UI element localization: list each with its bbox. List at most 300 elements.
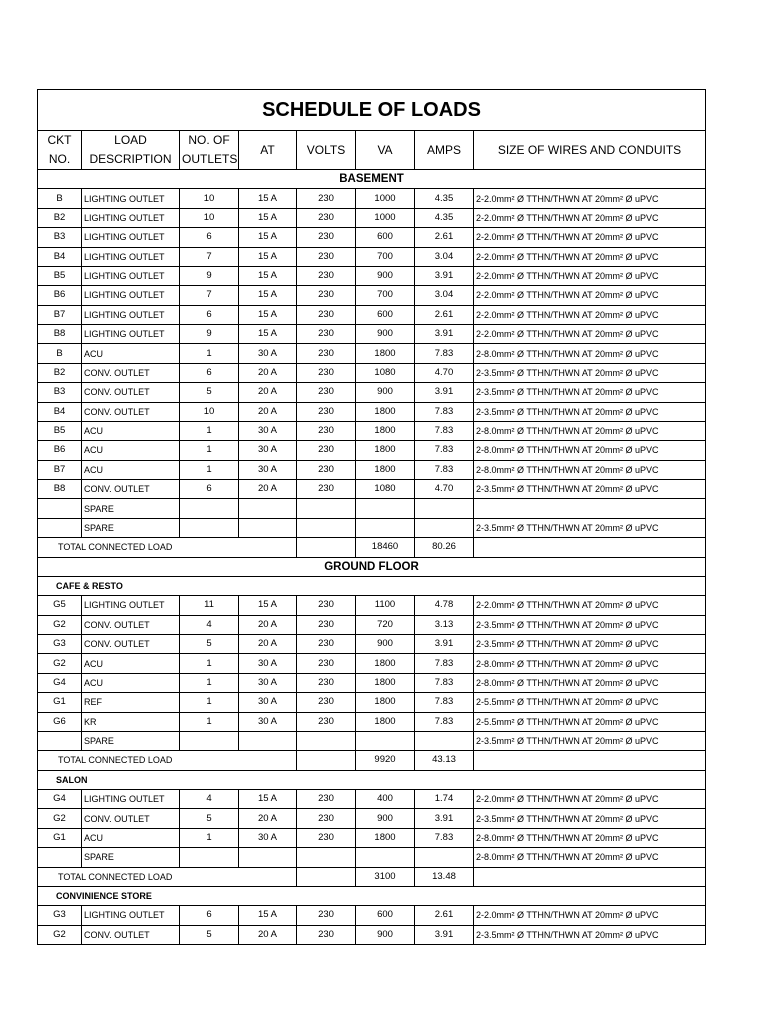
cell-at: 15 A xyxy=(239,790,297,809)
cell-at: 30 A xyxy=(239,421,297,440)
cell-ckt-no: G2 xyxy=(38,615,82,634)
table-row xyxy=(38,809,706,828)
cell-no-of-outlets: 9 xyxy=(180,266,239,285)
cell-no-of-outlets: 1 xyxy=(180,421,239,440)
cell-load-description: ACU xyxy=(82,344,180,363)
cell-no-of-outlets: 1 xyxy=(180,344,239,363)
cell-ckt-no: B6 xyxy=(38,441,82,460)
table-row xyxy=(38,673,706,692)
total-volts-empty xyxy=(297,867,356,886)
cell-va: 1800 xyxy=(356,828,415,847)
cell-size-of-wires: 2-2.0mm² Ø TTHN/THWN AT 20mm² Ø uPVC xyxy=(474,305,706,324)
cell-volts: 230 xyxy=(297,615,356,634)
cell-volts xyxy=(297,848,356,867)
group-title: CONVINIENCE STORE xyxy=(38,886,180,905)
cell-no-of-outlets: 11 xyxy=(180,596,239,615)
cell-no-of-outlets: 4 xyxy=(180,615,239,634)
cell-load-description: KR xyxy=(82,712,180,731)
cell-no-of-outlets: 1 xyxy=(180,712,239,731)
cell-ckt-no: G1 xyxy=(38,828,82,847)
cell-volts xyxy=(297,731,356,750)
cell-amps: 4.70 xyxy=(415,363,474,382)
cell-size-of-wires: 2-8.0mm² Ø TTHN/THWN AT 20mm² Ø uPVC xyxy=(474,344,706,363)
cell-va: 1800 xyxy=(356,421,415,440)
cell-no-of-outlets: 1 xyxy=(180,828,239,847)
header-load-description: LOAD DESCRIPTION xyxy=(82,131,180,170)
cell-volts: 230 xyxy=(297,266,356,285)
cell-va: 1100 xyxy=(356,596,415,615)
table-row xyxy=(38,712,706,731)
total-connected-load-label: TOTAL CONNECTED LOAD xyxy=(38,538,297,557)
cell-ckt-no: B5 xyxy=(38,266,82,285)
cell-amps: 2.61 xyxy=(415,228,474,247)
cell-volts: 230 xyxy=(297,906,356,925)
cell-no-of-outlets xyxy=(180,499,239,518)
cell-load-description: ACU xyxy=(82,828,180,847)
cell-load-description: ACU xyxy=(82,460,180,479)
table-row xyxy=(38,208,706,227)
cell-at: 30 A xyxy=(239,344,297,363)
cell-va: 1000 xyxy=(356,189,415,208)
cell-va xyxy=(356,518,415,537)
title-row xyxy=(38,90,706,131)
cell-va: 1800 xyxy=(356,712,415,731)
table-row xyxy=(38,518,706,537)
table-row xyxy=(38,363,706,382)
cell-amps: 7.83 xyxy=(415,712,474,731)
table-row xyxy=(38,790,706,809)
cell-at xyxy=(239,499,297,518)
cell-load-description: REF xyxy=(82,693,180,712)
cell-ckt-no xyxy=(38,518,82,537)
cell-at: 15 A xyxy=(239,189,297,208)
cell-at: 15 A xyxy=(239,325,297,344)
cell-size-of-wires: 2-3.5mm² Ø TTHN/THWN AT 20mm² Ø uPVC xyxy=(474,363,706,382)
cell-va: 720 xyxy=(356,615,415,634)
cell-ckt-no: G3 xyxy=(38,906,82,925)
cell-load-description: CONV. OUTLET xyxy=(82,925,180,944)
cell-at: 30 A xyxy=(239,460,297,479)
cell-size-of-wires: 2-2.0mm² Ø TTHN/THWN AT 20mm² Ø uPVC xyxy=(474,189,706,208)
cell-no-of-outlets: 9 xyxy=(180,325,239,344)
total-wire-empty xyxy=(474,751,706,770)
cell-volts: 230 xyxy=(297,480,356,499)
total-amps: 80.26 xyxy=(415,538,474,557)
cell-size-of-wires: 2-8.0mm² Ø TTHN/THWN AT 20mm² Ø uPVC xyxy=(474,460,706,479)
table-row xyxy=(38,480,706,499)
cell-ckt-no: B4 xyxy=(38,247,82,266)
header-ckt-no: CKT NO. xyxy=(38,131,82,170)
group-title-filler xyxy=(180,770,706,789)
cell-load-description: LIGHTING OUTLET xyxy=(82,247,180,266)
cell-ckt-no: G3 xyxy=(38,635,82,654)
cell-volts: 230 xyxy=(297,712,356,731)
cell-size-of-wires: 2-3.5mm² Ø TTHN/THWN AT 20mm² Ø uPVC xyxy=(474,518,706,537)
total-row xyxy=(38,538,706,557)
cell-at: 15 A xyxy=(239,305,297,324)
cell-amps: 2.61 xyxy=(415,906,474,925)
cell-ckt-no: G6 xyxy=(38,712,82,731)
header-volts: VOLTS xyxy=(297,131,356,170)
cell-va: 1800 xyxy=(356,673,415,692)
cell-load-description: LIGHTING OUTLET xyxy=(82,305,180,324)
cell-ckt-no: G1 xyxy=(38,693,82,712)
cell-load-description: CONV. OUTLET xyxy=(82,480,180,499)
cell-load-description: LIGHTING OUTLET xyxy=(82,228,180,247)
cell-no-of-outlets: 6 xyxy=(180,363,239,382)
cell-load-description: ACU xyxy=(82,421,180,440)
cell-volts: 230 xyxy=(297,790,356,809)
header-va: VA xyxy=(356,131,415,170)
table-row xyxy=(38,402,706,421)
cell-amps: 3.04 xyxy=(415,286,474,305)
cell-volts: 230 xyxy=(297,208,356,227)
cell-ckt-no xyxy=(38,731,82,750)
cell-size-of-wires: 2-2.0mm² Ø TTHN/THWN AT 20mm² Ø uPVC xyxy=(474,286,706,305)
cell-load-description: CONV. OUTLET xyxy=(82,363,180,382)
cell-amps: 1.74 xyxy=(415,790,474,809)
cell-no-of-outlets: 1 xyxy=(180,441,239,460)
section-header-row xyxy=(38,170,706,189)
cell-size-of-wires xyxy=(474,499,706,518)
cell-size-of-wires: 2-3.5mm² Ø TTHN/THWN AT 20mm² Ø uPVC xyxy=(474,383,706,402)
cell-volts: 230 xyxy=(297,363,356,382)
cell-ckt-no: G4 xyxy=(38,673,82,692)
cell-load-description: CONV. OUTLET xyxy=(82,635,180,654)
cell-amps: 3.13 xyxy=(415,615,474,634)
section-title: GROUND FLOOR xyxy=(38,557,706,576)
cell-at: 20 A xyxy=(239,383,297,402)
cell-load-description: CONV. OUTLET xyxy=(82,809,180,828)
cell-va: 600 xyxy=(356,228,415,247)
cell-va: 1800 xyxy=(356,441,415,460)
cell-no-of-outlets xyxy=(180,731,239,750)
cell-amps: 7.83 xyxy=(415,828,474,847)
cell-no-of-outlets: 6 xyxy=(180,305,239,324)
cell-at xyxy=(239,848,297,867)
cell-no-of-outlets: 1 xyxy=(180,693,239,712)
cell-size-of-wires: 2-3.5mm² Ø TTHN/THWN AT 20mm² Ø uPVC xyxy=(474,402,706,421)
cell-volts: 230 xyxy=(297,228,356,247)
cell-at: 15 A xyxy=(239,228,297,247)
cell-amps xyxy=(415,518,474,537)
cell-size-of-wires: 2-2.0mm² Ø TTHN/THWN AT 20mm² Ø uPVC xyxy=(474,906,706,925)
cell-size-of-wires: 2-3.5mm² Ø TTHN/THWN AT 20mm² Ø uPVC xyxy=(474,925,706,944)
table-row xyxy=(38,266,706,285)
cell-size-of-wires: 2-5.5mm² Ø TTHN/THWN AT 20mm² Ø uPVC xyxy=(474,712,706,731)
cell-at: 20 A xyxy=(239,363,297,382)
header-row xyxy=(38,131,706,170)
table-row xyxy=(38,906,706,925)
cell-volts: 230 xyxy=(297,693,356,712)
cell-size-of-wires: 2-3.5mm² Ø TTHN/THWN AT 20mm² Ø uPVC xyxy=(474,809,706,828)
group-title-filler xyxy=(180,886,706,905)
total-volts-empty xyxy=(297,751,356,770)
cell-va: 700 xyxy=(356,247,415,266)
cell-at: 30 A xyxy=(239,828,297,847)
cell-load-description: LIGHTING OUTLET xyxy=(82,208,180,227)
cell-no-of-outlets: 4 xyxy=(180,790,239,809)
cell-volts: 230 xyxy=(297,635,356,654)
cell-at: 15 A xyxy=(239,208,297,227)
cell-va: 900 xyxy=(356,325,415,344)
cell-va: 1800 xyxy=(356,344,415,363)
total-amps: 13.48 xyxy=(415,867,474,886)
cell-ckt-no: B3 xyxy=(38,383,82,402)
cell-amps xyxy=(415,499,474,518)
cell-at: 20 A xyxy=(239,615,297,634)
cell-load-description: CONV. OUTLET xyxy=(82,615,180,634)
cell-amps: 7.83 xyxy=(415,402,474,421)
table-row xyxy=(38,383,706,402)
cell-ckt-no: B8 xyxy=(38,480,82,499)
cell-no-of-outlets: 10 xyxy=(180,402,239,421)
cell-load-description: LIGHTING OUTLET xyxy=(82,286,180,305)
table-row xyxy=(38,731,706,750)
table-row xyxy=(38,441,706,460)
cell-volts: 230 xyxy=(297,383,356,402)
cell-amps: 3.91 xyxy=(415,925,474,944)
cell-size-of-wires: 2-8.0mm² Ø TTHN/THWN AT 20mm² Ø uPVC xyxy=(474,848,706,867)
cell-volts: 230 xyxy=(297,402,356,421)
cell-ckt-no: B xyxy=(38,344,82,363)
cell-amps: 3.04 xyxy=(415,247,474,266)
table-row xyxy=(38,615,706,634)
cell-size-of-wires: 2-2.0mm² Ø TTHN/THWN AT 20mm² Ø uPVC xyxy=(474,208,706,227)
group-header-row xyxy=(38,886,706,905)
cell-volts: 230 xyxy=(297,344,356,363)
cell-volts: 230 xyxy=(297,828,356,847)
cell-va: 1800 xyxy=(356,460,415,479)
cell-size-of-wires: 2-3.5mm² Ø TTHN/THWN AT 20mm² Ø uPVC xyxy=(474,615,706,634)
total-va: 9920 xyxy=(356,751,415,770)
cell-no-of-outlets: 5 xyxy=(180,635,239,654)
cell-size-of-wires: 2-3.5mm² Ø TTHN/THWN AT 20mm² Ø uPVC xyxy=(474,635,706,654)
cell-volts: 230 xyxy=(297,247,356,266)
cell-load-description: ACU xyxy=(82,673,180,692)
cell-no-of-outlets: 10 xyxy=(180,189,239,208)
cell-at: 15 A xyxy=(239,266,297,285)
cell-va: 600 xyxy=(356,305,415,324)
cell-ckt-no: B xyxy=(38,189,82,208)
cell-va: 1080 xyxy=(356,480,415,499)
cell-size-of-wires: 2-8.0mm² Ø TTHN/THWN AT 20mm² Ø uPVC xyxy=(474,828,706,847)
cell-amps: 3.91 xyxy=(415,635,474,654)
table-row xyxy=(38,635,706,654)
group-header-row xyxy=(38,770,706,789)
total-va: 3100 xyxy=(356,867,415,886)
cell-size-of-wires: 2-2.0mm² Ø TTHN/THWN AT 20mm² Ø uPVC xyxy=(474,596,706,615)
cell-amps: 2.61 xyxy=(415,305,474,324)
cell-va: 1800 xyxy=(356,693,415,712)
cell-amps: 7.83 xyxy=(415,654,474,673)
cell-no-of-outlets: 10 xyxy=(180,208,239,227)
cell-va: 900 xyxy=(356,383,415,402)
cell-ckt-no: B2 xyxy=(38,363,82,382)
cell-amps: 3.91 xyxy=(415,383,474,402)
cell-no-of-outlets: 1 xyxy=(180,654,239,673)
cell-amps: 3.91 xyxy=(415,266,474,285)
cell-size-of-wires: 2-2.0mm² Ø TTHN/THWN AT 20mm² Ø uPVC xyxy=(474,228,706,247)
cell-ckt-no: B2 xyxy=(38,208,82,227)
cell-load-description: CONV. OUTLET xyxy=(82,402,180,421)
cell-volts: 230 xyxy=(297,460,356,479)
cell-no-of-outlets: 6 xyxy=(180,480,239,499)
total-va: 18460 xyxy=(356,538,415,557)
cell-volts: 230 xyxy=(297,325,356,344)
table-row xyxy=(38,247,706,266)
cell-at: 30 A xyxy=(239,654,297,673)
cell-ckt-no: B5 xyxy=(38,421,82,440)
cell-at: 15 A xyxy=(239,596,297,615)
cell-ckt-no: B6 xyxy=(38,286,82,305)
schedule-of-loads-table xyxy=(37,89,706,945)
table-row xyxy=(38,925,706,944)
cell-volts: 230 xyxy=(297,654,356,673)
header-amps: AMPS xyxy=(415,131,474,170)
cell-ckt-no: G4 xyxy=(38,790,82,809)
cell-amps: 7.83 xyxy=(415,460,474,479)
cell-no-of-outlets: 1 xyxy=(180,460,239,479)
cell-size-of-wires: 2-5.5mm² Ø TTHN/THWN AT 20mm² Ø uPVC xyxy=(474,693,706,712)
table-row xyxy=(38,325,706,344)
cell-no-of-outlets: 5 xyxy=(180,383,239,402)
cell-load-description: ACU xyxy=(82,654,180,673)
cell-no-of-outlets: 1 xyxy=(180,673,239,692)
cell-size-of-wires: 2-8.0mm² Ø TTHN/THWN AT 20mm² Ø uPVC xyxy=(474,421,706,440)
total-row xyxy=(38,867,706,886)
cell-no-of-outlets xyxy=(180,518,239,537)
table-row xyxy=(38,189,706,208)
cell-ckt-no: G2 xyxy=(38,809,82,828)
total-connected-load-label: TOTAL CONNECTED LOAD xyxy=(38,751,297,770)
cell-load-description: LIGHTING OUTLET xyxy=(82,596,180,615)
cell-at: 15 A xyxy=(239,286,297,305)
cell-va xyxy=(356,731,415,750)
cell-amps: 4.78 xyxy=(415,596,474,615)
group-title: SALON xyxy=(38,770,180,789)
table-row xyxy=(38,654,706,673)
cell-load-description: LIGHTING OUTLET xyxy=(82,325,180,344)
cell-size-of-wires: 2-2.0mm² Ø TTHN/THWN AT 20mm² Ø uPVC xyxy=(474,247,706,266)
group-header-row xyxy=(38,576,706,595)
cell-volts: 230 xyxy=(297,596,356,615)
header-no-of-outlets: NO. OF OUTLETS xyxy=(180,131,239,170)
cell-ckt-no xyxy=(38,499,82,518)
cell-no-of-outlets: 6 xyxy=(180,228,239,247)
table-row xyxy=(38,596,706,615)
cell-va: 900 xyxy=(356,266,415,285)
cell-amps xyxy=(415,848,474,867)
cell-ckt-no: G5 xyxy=(38,596,82,615)
cell-no-of-outlets: 5 xyxy=(180,809,239,828)
total-wire-empty xyxy=(474,867,706,886)
cell-at: 20 A xyxy=(239,402,297,421)
cell-load-description: SPARE xyxy=(82,848,180,867)
cell-amps xyxy=(415,731,474,750)
table-row xyxy=(38,848,706,867)
cell-volts: 230 xyxy=(297,441,356,460)
cell-no-of-outlets: 7 xyxy=(180,286,239,305)
cell-load-description: LIGHTING OUTLET xyxy=(82,189,180,208)
cell-ckt-no: B7 xyxy=(38,305,82,324)
cell-amps: 4.35 xyxy=(415,208,474,227)
table-row xyxy=(38,344,706,363)
cell-load-description: SPARE xyxy=(82,499,180,518)
cell-volts: 230 xyxy=(297,673,356,692)
cell-no-of-outlets: 6 xyxy=(180,906,239,925)
cell-va: 400 xyxy=(356,790,415,809)
table-row xyxy=(38,305,706,324)
cell-at: 30 A xyxy=(239,712,297,731)
cell-volts: 230 xyxy=(297,925,356,944)
cell-ckt-no: B3 xyxy=(38,228,82,247)
cell-size-of-wires: 2-8.0mm² Ø TTHN/THWN AT 20mm² Ø uPVC xyxy=(474,654,706,673)
cell-no-of-outlets: 7 xyxy=(180,247,239,266)
cell-size-of-wires: 2-3.5mm² Ø TTHN/THWN AT 20mm² Ø uPVC xyxy=(474,731,706,750)
cell-ckt-no: B7 xyxy=(38,460,82,479)
cell-size-of-wires: 2-8.0mm² Ø TTHN/THWN AT 20mm² Ø uPVC xyxy=(474,673,706,692)
cell-ckt-no: B4 xyxy=(38,402,82,421)
cell-amps: 7.83 xyxy=(415,693,474,712)
cell-va: 1000 xyxy=(356,208,415,227)
cell-va: 600 xyxy=(356,906,415,925)
table-row xyxy=(38,460,706,479)
cell-va: 900 xyxy=(356,809,415,828)
table-row xyxy=(38,828,706,847)
cell-volts: 230 xyxy=(297,305,356,324)
cell-amps: 3.91 xyxy=(415,809,474,828)
cell-load-description: LIGHTING OUTLET xyxy=(82,266,180,285)
total-amps: 43.13 xyxy=(415,751,474,770)
cell-at: 15 A xyxy=(239,247,297,266)
cell-size-of-wires: 2-2.0mm² Ø TTHN/THWN AT 20mm² Ø uPVC xyxy=(474,266,706,285)
cell-amps: 4.35 xyxy=(415,189,474,208)
cell-size-of-wires: 2-2.0mm² Ø TTHN/THWN AT 20mm² Ø uPVC xyxy=(474,325,706,344)
cell-at xyxy=(239,518,297,537)
page-title: SCHEDULE OF LOADS xyxy=(38,90,706,131)
cell-at: 30 A xyxy=(239,693,297,712)
cell-load-description: LIGHTING OUTLET xyxy=(82,790,180,809)
cell-amps: 7.83 xyxy=(415,441,474,460)
cell-volts: 230 xyxy=(297,421,356,440)
cell-va: 900 xyxy=(356,925,415,944)
cell-size-of-wires: 2-2.0mm² Ø TTHN/THWN AT 20mm² Ø uPVC xyxy=(474,790,706,809)
total-connected-load-label: TOTAL CONNECTED LOAD xyxy=(38,867,297,886)
cell-no-of-outlets: 5 xyxy=(180,925,239,944)
header-size-of-wires: SIZE OF WIRES AND CONDUITS xyxy=(474,131,706,170)
cell-load-description: SPARE xyxy=(82,518,180,537)
total-volts-empty xyxy=(297,538,356,557)
cell-load-description: ACU xyxy=(82,441,180,460)
section-title: BASEMENT xyxy=(38,170,706,189)
cell-size-of-wires: 2-3.5mm² Ø TTHN/THWN AT 20mm² Ø uPVC xyxy=(474,480,706,499)
cell-ckt-no: G2 xyxy=(38,925,82,944)
cell-load-description: CONV. OUTLET xyxy=(82,383,180,402)
group-title-filler xyxy=(180,576,706,595)
cell-volts: 230 xyxy=(297,809,356,828)
cell-at: 20 A xyxy=(239,809,297,828)
table-row xyxy=(38,228,706,247)
cell-volts: 230 xyxy=(297,189,356,208)
cell-ckt-no xyxy=(38,848,82,867)
cell-va: 900 xyxy=(356,635,415,654)
cell-va: 1080 xyxy=(356,363,415,382)
cell-amps: 7.83 xyxy=(415,673,474,692)
cell-amps: 4.70 xyxy=(415,480,474,499)
cell-va xyxy=(356,499,415,518)
table-row xyxy=(38,286,706,305)
